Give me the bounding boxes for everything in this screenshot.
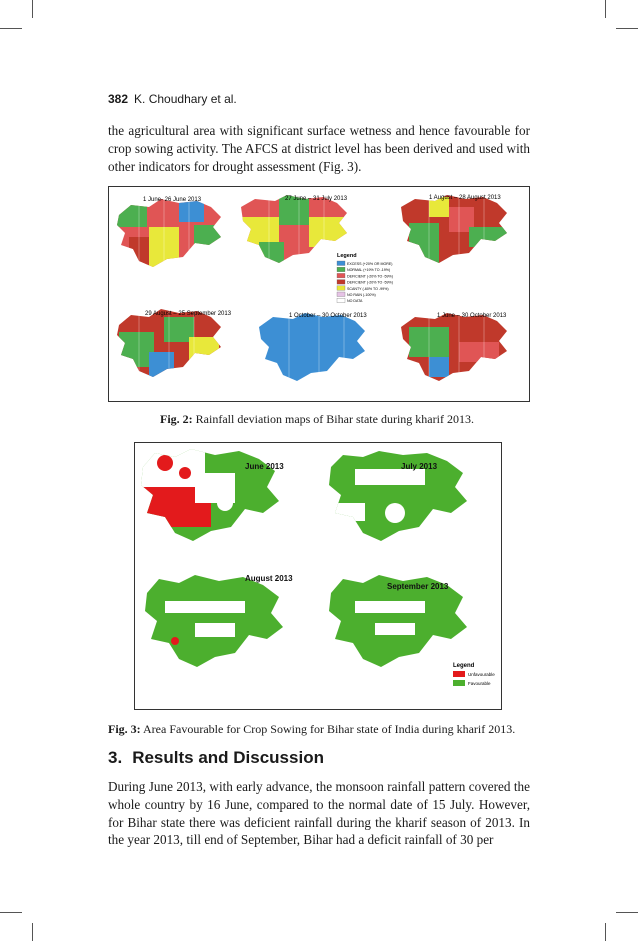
legend-swatch [337, 298, 345, 303]
page-number: 382 [108, 92, 129, 106]
text-line: During June 2013, with early advance, the monsoon rainfall pattern covered the [108, 779, 530, 794]
panel-title: 27 June – 31 July 2013 [285, 196, 348, 202]
section-heading [108, 748, 334, 768]
text-line: the agricultural area with significant surface wetness and hence favourable [108, 123, 511, 138]
panel-title: June 2013 [245, 462, 284, 471]
legend-title: Legend [337, 253, 357, 259]
results-paragraph [108, 778, 530, 849]
text-line: with other indicators for drought assessment (Fig. 3). [108, 140, 530, 174]
caption-text: Rainfall deviation maps of Bihar state during kharif 2013. [195, 412, 474, 426]
section-title: Results and Discussion [132, 748, 324, 767]
text-line: whole country by 16 June, compared to the normal date of 15 July. However, [108, 796, 530, 812]
panel-title: September 2013 [387, 582, 449, 591]
legend-label: Favourable [468, 681, 491, 686]
legend-title: Legend [453, 663, 475, 669]
caption-text: Area Favourable for Crop Sowing for Bihar state of India during kharif 2013. [143, 722, 516, 736]
rainfall-map-5 [249, 307, 379, 387]
figure-2-rainfall-maps [108, 186, 530, 402]
text-line: for crop sowing activity. The AFCS at district level has been derived and used [108, 123, 530, 156]
afcs-map-june [135, 443, 295, 553]
figure-label: Fig. 2: [160, 412, 193, 426]
panel-title: 1 October – 30 October 2013 [289, 313, 367, 319]
running-head-authors: K. Choudhary et al. [134, 92, 237, 106]
figure-3-afcs-maps [134, 442, 502, 710]
panel-title: 1 August – 28 August 2013 [429, 195, 501, 201]
crop-mark [616, 28, 638, 29]
legend-swatch [337, 267, 345, 272]
legend-label: NORMAL (+19% TO -19%) [347, 268, 391, 273]
legend-swatch [453, 680, 465, 686]
crop-mark [0, 912, 22, 913]
crop-mark [605, 923, 606, 941]
figure-3-caption [108, 722, 515, 737]
text-line: for Bihar state there was deficient rainfall during the kharif season of 2013. [108, 814, 515, 830]
panel-title: 29 August – 25 September 2013 [145, 311, 232, 317]
text-line: In the year 2013, till end of September, Bihar had a deficit rainfall of 30 per [108, 814, 531, 848]
legend-swatch [337, 273, 345, 278]
figure-label: Fig. 3: [108, 722, 141, 736]
crop-mark [616, 912, 638, 913]
crop-mark [32, 923, 33, 941]
panel-title: 1 June- 26 June 2013 [143, 197, 202, 203]
rainfall-map-6 [389, 307, 519, 387]
legend-label: NO RAIN (-100%) [347, 293, 376, 297]
figure-2-caption [160, 412, 474, 427]
afcs-map-july [315, 443, 475, 553]
legend-swatch [337, 261, 345, 266]
section-number: 3. [108, 748, 123, 767]
legend-swatch [337, 280, 345, 285]
running-header [108, 92, 237, 106]
legend-label: NO DATA [347, 299, 363, 304]
legend-label: DEFICIENT (-20% TO -59%) [347, 274, 393, 279]
intro-paragraph [108, 122, 530, 175]
legend-swatch [337, 286, 345, 291]
legend-label: SCANTY (-60% TO -99%) [347, 286, 389, 291]
crop-mark [605, 0, 606, 18]
crop-mark [32, 0, 33, 18]
panel-title: 1 June – 30 October 2013 [437, 313, 507, 319]
afcs-legend [453, 663, 495, 686]
legend-swatch [453, 671, 465, 677]
legend-label: DEFICIENT (-20% TO -59%) [347, 280, 393, 285]
crop-mark [0, 28, 22, 29]
panel-title: August 2013 [245, 574, 293, 583]
legend-label: EXCESS (+20% OR MORE) [347, 262, 393, 266]
rainfall-legend [337, 253, 393, 303]
afcs-map-august [135, 573, 295, 673]
legend-swatch [337, 292, 345, 297]
legend-label: Unfavourable [468, 672, 495, 677]
panel-title: July 2013 [401, 462, 438, 471]
